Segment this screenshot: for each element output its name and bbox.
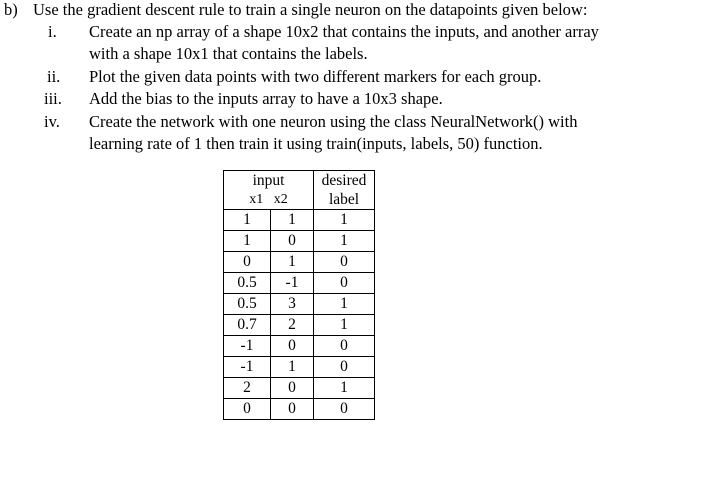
label-cell: 1: [314, 294, 375, 315]
table-row: [224, 357, 375, 378]
label-cell: 0: [314, 357, 375, 378]
table-row: [224, 231, 375, 252]
item-text: Add the bias to the inputs array to have a 10x3 shape.: [89, 89, 443, 108]
label-cell: 1: [314, 378, 375, 399]
question-intro: Use the gradient descent rule to train a single neuron on the datapoints given below:: [33, 0, 588, 19]
x1-cell: 1: [224, 231, 271, 252]
x2-cell: 0: [271, 399, 314, 420]
label-cell: 0: [314, 399, 375, 420]
question-label: b): [4, 0, 18, 19]
x2-cell: 0: [271, 378, 314, 399]
x1-cell: 0.5: [224, 273, 271, 294]
item-text: with a shape 10x1 that contains the labels.: [89, 44, 368, 63]
label-cell: 0: [314, 336, 375, 357]
label-header-label: label: [328, 191, 360, 208]
x1-cell: -1: [224, 336, 271, 357]
label-cell: 1: [314, 315, 375, 336]
x2-cell: 2: [271, 315, 314, 336]
x2-cell: 1: [271, 357, 314, 378]
item-text: learning rate of 1 then train it using train(inputs, labels, 50) function.: [89, 134, 543, 153]
x1-cell: 2: [224, 378, 271, 399]
item-text: Create an np array of a shape 10x2 that contains the inputs, and another array: [89, 22, 599, 41]
label-cell: 0: [314, 273, 375, 294]
x1-cell: 1: [224, 210, 271, 231]
table-row: [224, 378, 375, 399]
input-subheader: [224, 191, 313, 208]
table-row: [224, 315, 375, 336]
table-row: [224, 210, 375, 231]
desired-label-header: [314, 171, 375, 210]
x1-cell: 0.5: [224, 294, 271, 315]
x2-header: x2: [273, 192, 288, 207]
table-row: [224, 294, 375, 315]
datapoints-table: [223, 170, 375, 420]
item-number: iii.: [44, 89, 62, 108]
x2-cell: 0: [271, 336, 314, 357]
item-number: i.: [48, 22, 57, 41]
x1-cell: -1: [224, 357, 271, 378]
item-number: iv.: [44, 112, 60, 131]
x1-cell: 0.7: [224, 315, 271, 336]
x2-cell: 0: [271, 231, 314, 252]
x2-cell: -1: [271, 273, 314, 294]
table-row: [224, 252, 375, 273]
item-number: ii.: [47, 67, 61, 86]
input-header-label: input: [252, 172, 285, 189]
x2-cell: 1: [271, 252, 314, 273]
x2-cell: 1: [271, 210, 314, 231]
x1-cell: 0: [224, 252, 271, 273]
input-header: [224, 171, 314, 210]
label-cell: 0: [314, 252, 375, 273]
label-cell: 1: [314, 210, 375, 231]
item-text: Plot the given data points with two different markers for each group.: [89, 67, 542, 86]
table-row: [224, 336, 375, 357]
x2-cell: 3: [271, 294, 314, 315]
table-row: [224, 273, 375, 294]
label-cell: 1: [314, 231, 375, 252]
x1-header: x1: [249, 192, 264, 207]
x1-cell: 0: [224, 399, 271, 420]
item-text: Create the network with one neuron using the class NeuralNetwork() with: [89, 112, 578, 131]
table-row: [224, 399, 375, 420]
desired-header-label: desired: [321, 172, 367, 189]
